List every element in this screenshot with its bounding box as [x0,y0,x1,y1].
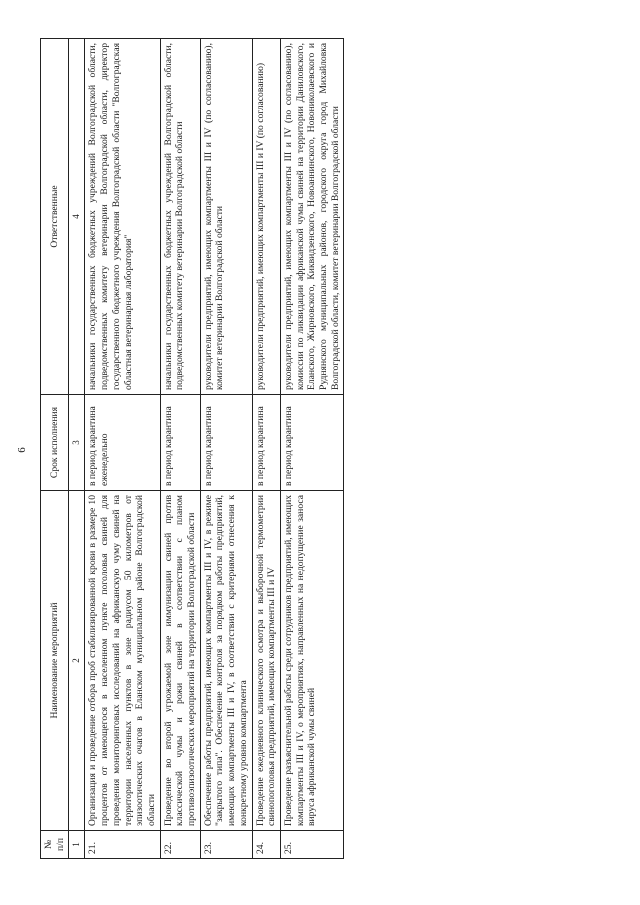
table-row [252,39,280,859]
row-number: 23. [200,831,252,859]
table-row [280,39,344,859]
term-cell: в период карантина [280,395,344,491]
row-number: 24. [252,831,280,859]
activity-cell: Организация и проведение отбора проб стабилизированной крови в размере 10 процентов от имеющегося в населенном пункте поголовья свиней для проведения мониторинговых исследований на африканскую чуму свиней на территории населенных пунктов в зоне радиусом 50 километров от эпизоотических очагов в Еланском муниципальном районе Волгоградской области [85,491,160,831]
table-row [160,39,200,859]
header-responsible: Ответственные [41,39,69,395]
responsible-cell: руководители предприятий, имеющих компартменты III и IV (по согласованию), комитет ветеринарии Волгоградской области [200,39,252,395]
term-cell: в период карантина [200,395,252,491]
activity-cell: Проведение во второй угрожаемой зоне иммунизации свиней против классической чумы и рожи свиней в соответствии с планом противоэпизоотических мероприятий на территории Волгоградской области [160,491,200,831]
table-row [85,39,160,859]
activity-cell: Обеспечение работы предприятий, имеющих компартменты III и IV, в режиме "закрытого типа". Обеспечение контроля за порядком работы предприятий, имеющих компартменты III и IV, в соответствии с критериями отнесения к конкретному уровню компартмента [200,491,252,831]
column-number-row [69,39,85,859]
measures-table [40,38,344,859]
header-term: Срок исполнения [41,395,69,491]
header-activity: Наименование мероприятий [41,491,69,831]
activity-cell: Проведение разъяснительной работы среди сотрудников предприятий, имеющих компартменты III и IV, о мероприятиях, направленных на недопущение заноса вируса африканской чумы свиней [280,491,344,831]
column-number: 1 [69,831,85,859]
table-row [200,39,252,859]
responsible-cell: руководители предприятий, имеющих компартменты III и IV (по согласованию) [252,39,280,395]
term-cell: в период карантина [160,395,200,491]
responsible-cell: начальники государственных бюджетных учреждений Волгоградской области, подведомственных комитету ветеринарии Волгоградской области [160,39,200,395]
column-number: 2 [69,491,85,831]
responsible-cell: руководители предприятий, имеющих компартменты III и IV (по согласованию), комиссии по ликвидации африканской чумы свиней на территории Даниловского, Еланского, Жирновского, Киквидзенского, Новоаннинского, Новониколаевского и Руднянского муниципальных районов, городского округа город Михайловка Волгоградской области, комитет ветеринарии Волгоградской области [280,39,344,395]
responsible-cell: начальники государственных бюджетных учреждений Волгоградской области, подведомственных комитету ветеринарии Волгоградской области, директор государственного бюджетного учреждения Волгоградской области "Волгоградская областная ветеринарная лаборатория" [85,39,160,395]
column-number: 4 [69,39,85,395]
row-number: 22. [160,831,200,859]
table-header-row [41,39,69,859]
activity-cell: Проведение ежедневного клинического осмотра и выборочной термометрии свинопоголовья предприятий, имеющих компартменты III и IV [252,491,280,831]
column-number: 3 [69,395,85,491]
page-number: 6 [16,447,28,453]
term-cell: в период карантина еженедельно [85,395,160,491]
header-number: № п/п [41,831,69,859]
row-number: 25. [280,831,344,859]
row-number: 21. [85,831,160,859]
term-cell: в период карантина [252,395,280,491]
